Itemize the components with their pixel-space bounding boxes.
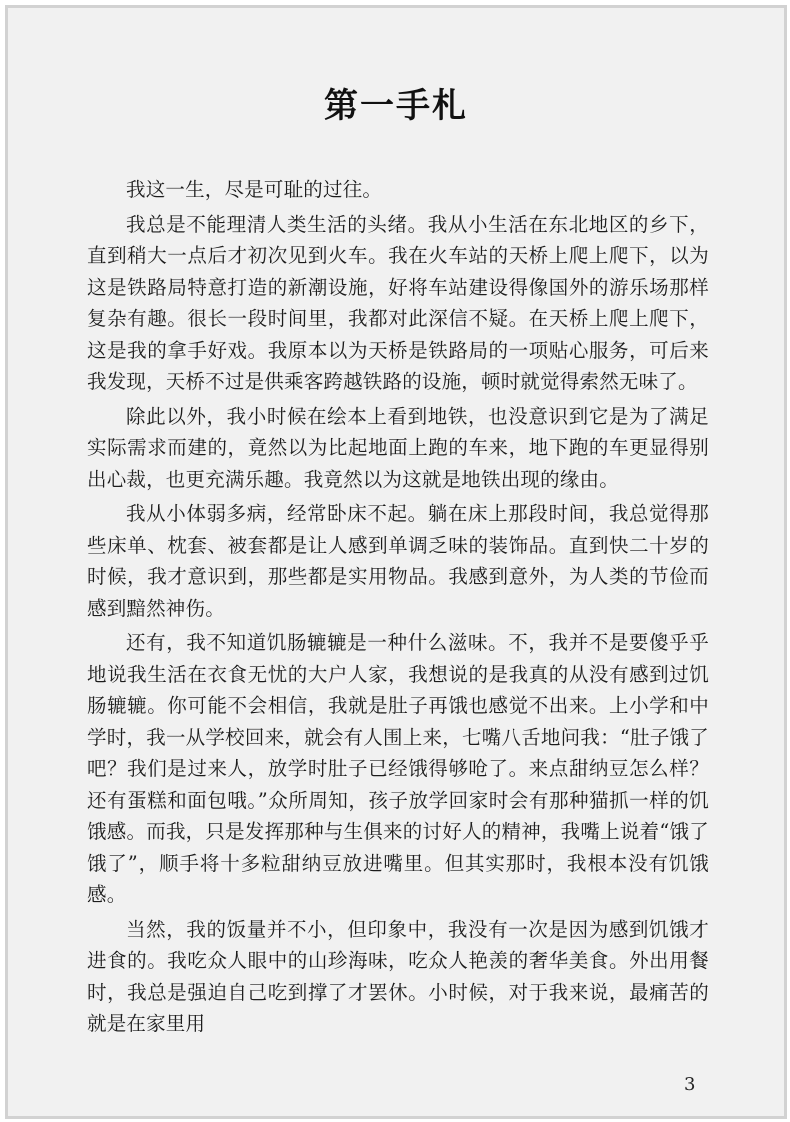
book-page [8, 8, 784, 1116]
page-frame [5, 5, 787, 1119]
paragraph: 我总是不能理清人类生活的头绪。我从小生活在东北地区的乡下，直到稍大一点后才初次见到火车。我在火车站的天桥上爬上爬下，以为这是铁路局特意打造的新潮设施，好将车站建设得像国外的游乐场那样复杂有趣。很长一段时间里，我都对此深信不疑。在天桥上爬上爬下，这是我的拿手好戏。我原本以为天桥是铁路局的一项贴心服务，可后来我发现，天桥不过是供乘客跨越铁路的设施，顿时就觉得索然无味了。 [87, 212, 709, 393]
chapter-title: 第一手札 [324, 86, 468, 126]
page-body [87, 174, 709, 1040]
paragraph: 还有，我不知道饥肠辘辘是一种什么滋味。不，我并不是要傻乎乎地说我生活在衣食无忧的大户人家，我想说的是我真的从没有感到过饥肠辘辘。你可能不会相信，我就是肚子再饿也感觉不出来。上小学和中学时，我一从学校回来，就会有人围上来，七嘴八舌地问我：“肚子饿了吧？我们是过来人，放学时肚子已经饿得够呛了。来点甜纳豆怎么样？还有蛋糕和面包哦。”众所周知，孩子放学回家时会有那种猫抓一样的饥饿感。而我，只是发挥那种与生俱来的讨好人的精神，我嘴上说着“饿了饿了”，顺手将十多粒甜纳豆放进嘴里。但其实那时，我根本没有饥饿感。 [87, 631, 709, 906]
paragraph: 我这一生，尽是可耻的过往。 [126, 178, 383, 201]
paragraph: 当然，我的饭量并不小，但印象中，我没有一次是因为感到饥饿才进食的。我吃众人眼中的山珍海味，吃众人艳羡的奢华美食。外出用餐时，我总是强迫自己吃到撑了才罢休。小时候，对于我来说，最痛苦的就是在家里用 [87, 917, 709, 1035]
paragraph: 我从小体弱多病，经常卧床不起。躺在床上那段时间，我总觉得那些床单、枕套、被套都是让人感到单调乏味的装饰品。直到快二十岁的时候，我才意识到，那些都是实用物品。我感到意外，为人类的节俭而感到黯然神伤。 [87, 502, 709, 620]
page-number: 3 [684, 1074, 696, 1095]
paragraph: 除此以外，我小时候在绘本上看到地铁，也没意识到它是为了满足实际需求而建的，竟然以为比起地面上跑的车来，地下跑的车更显得别出心裁，也更充满乐趣。我竟然以为这就是地铁出现的缘由。 [87, 404, 709, 491]
